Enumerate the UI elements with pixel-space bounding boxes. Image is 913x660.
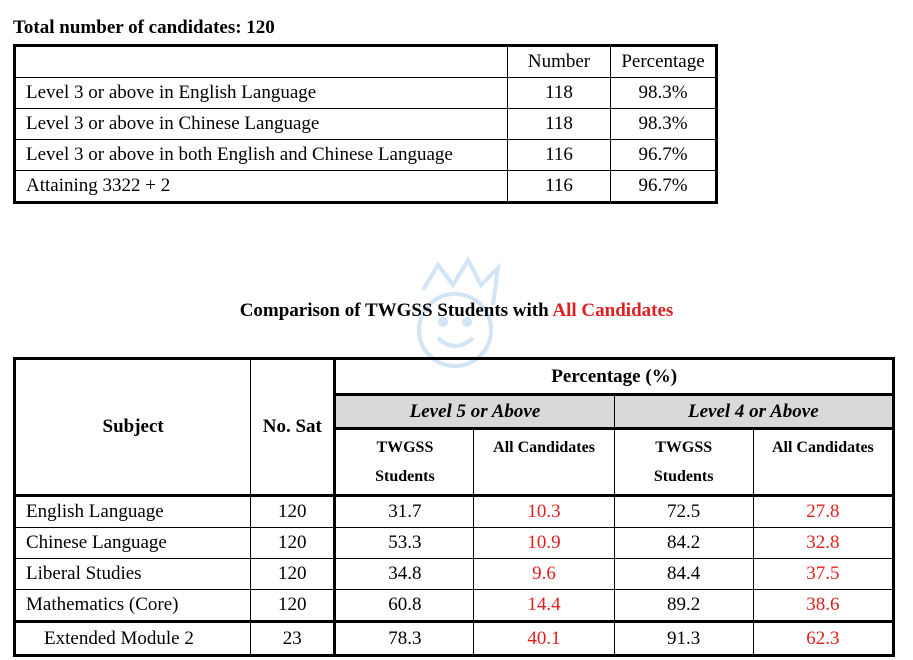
- summary-row: [15, 171, 717, 203]
- row-l4-all: 37.5: [753, 559, 893, 590]
- summary-row: [15, 109, 717, 140]
- row-no-sat: 120: [251, 496, 335, 528]
- row-subject: Mathematics (Core): [15, 590, 251, 622]
- header-no-sat: No. Sat: [251, 359, 335, 496]
- summary-row-label: Level 3 or above in English Language: [15, 78, 508, 109]
- comparison-row: [15, 559, 894, 590]
- summary-row: [15, 140, 717, 171]
- comparison-header-row-1: [15, 359, 894, 395]
- comparison-row: [15, 528, 894, 559]
- summary-row-label: Level 3 or above in both English and Chinese Language: [15, 140, 508, 171]
- summary-row-label: Attaining 3322 + 2: [15, 171, 508, 203]
- row-subject: Extended Module 2: [15, 622, 251, 656]
- summary-row: [15, 78, 717, 109]
- comparison-row: [15, 590, 894, 622]
- row-l5-all: 14.4: [474, 590, 614, 622]
- row-l5-twgss: 60.8: [335, 590, 474, 622]
- header-l5-all: [474, 429, 614, 496]
- row-no-sat: 120: [251, 528, 335, 559]
- twgss-line2: Students: [653, 468, 714, 485]
- comparison-table: [13, 357, 895, 657]
- row-l5-all: 10.9: [474, 528, 614, 559]
- row-l5-all: 40.1: [474, 622, 614, 656]
- summary-table: [13, 44, 718, 204]
- total-candidates-heading: Total number of candidates: 120: [13, 17, 275, 38]
- comparison-title-prefix: Comparison of TWGSS Students with: [239, 300, 549, 321]
- summary-row-label: Level 3 or above in Chinese Language: [15, 109, 508, 140]
- row-l5-twgss: 78.3: [335, 622, 474, 656]
- twgss-line2: Students: [375, 468, 435, 485]
- row-l4-all: 38.6: [753, 590, 893, 622]
- summary-header-blank: [15, 46, 508, 78]
- comparison-title: [0, 300, 913, 322]
- summary-header-percentage: Percentage: [611, 46, 717, 78]
- summary-row-percentage: 98.3%: [611, 109, 717, 140]
- summary-header-number: Number: [508, 46, 611, 78]
- twgss-line1: TWGSS: [655, 439, 713, 456]
- summary-header-row: [15, 46, 717, 78]
- row-l4-twgss: 84.2: [614, 528, 753, 559]
- row-no-sat: 23: [251, 622, 335, 656]
- summary-row-percentage: 98.3%: [611, 78, 717, 109]
- header-l4-all: [753, 429, 893, 496]
- row-subject: Chinese Language: [15, 528, 251, 559]
- summary-row-number: 118: [508, 109, 611, 140]
- row-subject: Liberal Studies: [15, 559, 251, 590]
- row-l4-twgss: 91.3: [614, 622, 753, 656]
- comparison-row: [15, 622, 894, 656]
- twgss-line1: TWGSS: [376, 439, 434, 456]
- header-subject: Subject: [15, 359, 251, 496]
- summary-row-percentage: 96.7%: [611, 140, 717, 171]
- row-subject: English Language: [15, 496, 251, 528]
- comparison-row: [15, 496, 894, 528]
- row-l5-twgss: 31.7: [335, 496, 474, 528]
- summary-row-number: 116: [508, 171, 611, 203]
- row-l4-twgss: 89.2: [614, 590, 753, 622]
- all-candidates-label: All Candidates: [493, 439, 595, 456]
- row-l4-all: 32.8: [753, 528, 893, 559]
- summary-row-percentage: 96.7%: [611, 171, 717, 203]
- row-l5-twgss: 34.8: [335, 559, 474, 590]
- row-l4-all: 62.3: [753, 622, 893, 656]
- row-no-sat: 120: [251, 590, 335, 622]
- row-l5-twgss: 53.3: [335, 528, 474, 559]
- all-candidates-label: All Candidates: [771, 439, 874, 456]
- comparison-title-accent: All Candidates: [552, 300, 674, 321]
- header-percentage: Percentage (%): [335, 359, 894, 395]
- summary-row-number: 118: [508, 78, 611, 109]
- row-l5-all: 9.6: [474, 559, 614, 590]
- header-l4-twgss: [614, 429, 753, 496]
- row-l5-all: 10.3: [474, 496, 614, 528]
- row-l4-twgss: 72.5: [614, 496, 753, 528]
- row-l4-all: 27.8: [753, 496, 893, 528]
- row-no-sat: 120: [251, 559, 335, 590]
- header-l5-twgss: [335, 429, 474, 496]
- header-level4: Level 4 or Above: [614, 395, 893, 429]
- summary-row-number: 116: [508, 140, 611, 171]
- header-level5: Level 5 or Above: [335, 395, 614, 429]
- row-l4-twgss: 84.4: [614, 559, 753, 590]
